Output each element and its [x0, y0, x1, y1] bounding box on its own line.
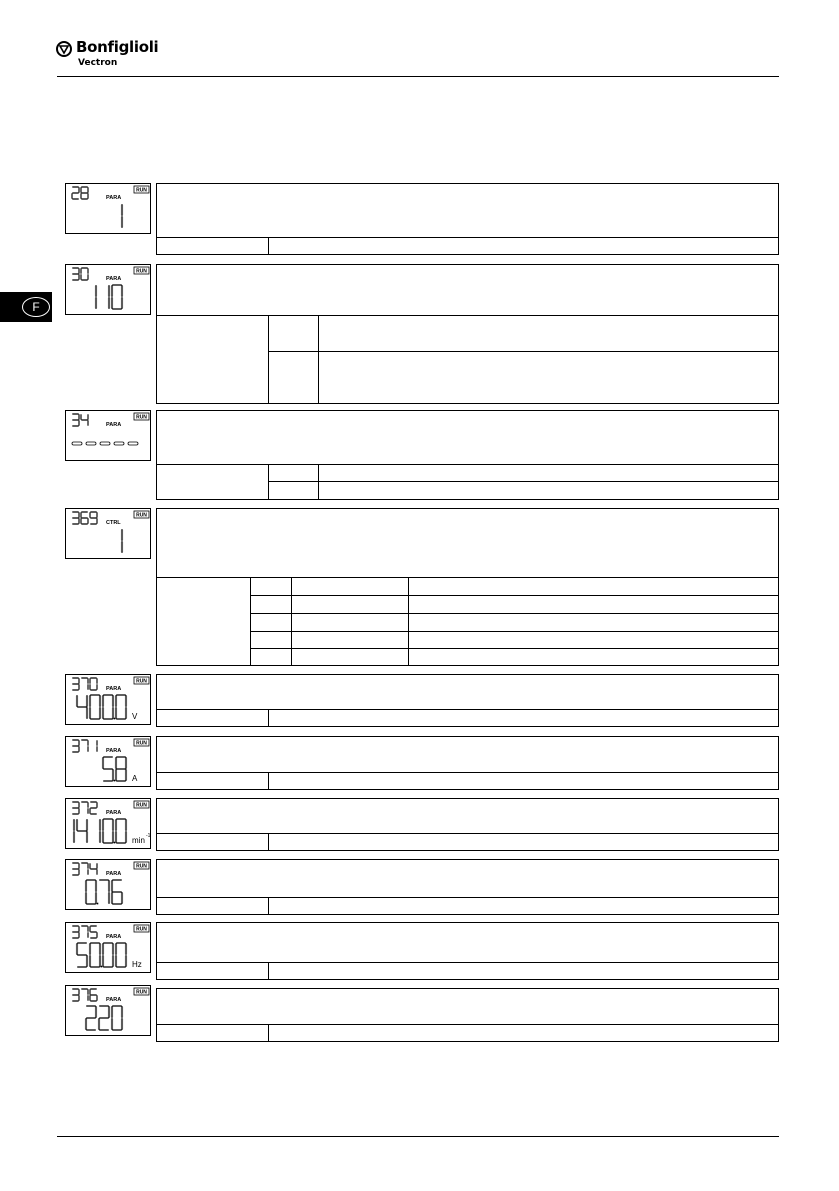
lcd-run-status: RUN [136, 678, 147, 685]
param-option-code-cell [268, 464, 319, 482]
param-range-value-cell [268, 833, 779, 851]
lcd-top-digits [72, 268, 88, 280]
param-range-value-cell [268, 709, 779, 727]
lcd-mode-label: PARA [106, 276, 122, 282]
param-options-label-cell [156, 464, 269, 500]
lcd-main-value [72, 442, 138, 445]
lcd-mode-label: PARA [106, 997, 122, 1003]
lcd-top-digits [72, 926, 97, 938]
lcd-mode-label: PARA [106, 195, 122, 201]
bonfiglioli-logo-icon [56, 41, 72, 57]
param-description-box [156, 736, 779, 773]
lcd-mode-label: PARA [106, 748, 122, 754]
param-range-label-cell [156, 709, 269, 727]
lcd-segments [66, 411, 152, 462]
lcd-top-digits [72, 863, 97, 875]
param-range-label-cell [156, 772, 269, 790]
lcd-main-value [86, 285, 122, 309]
param-description-box [156, 798, 779, 834]
param-description-box [156, 859, 779, 898]
param-option-name-cell [291, 595, 409, 614]
param-option-text-cell [318, 464, 779, 482]
param-option-text-cell [318, 315, 779, 352]
lcd-main-value [86, 1006, 122, 1030]
param-option-name-cell [291, 631, 409, 649]
lcd-mode-label: PARA [106, 871, 122, 877]
language-tab-label: F [22, 297, 50, 317]
param-range-label-cell [156, 897, 269, 915]
param-options-label-cell [156, 315, 269, 404]
lcd-display-10 [65, 985, 151, 1036]
lcd-run-status: RUN [136, 268, 147, 275]
param-description-box [156, 183, 779, 238]
lcd-main-value [112, 204, 122, 228]
lcd-segments [66, 860, 152, 911]
lcd-mode-label: PARA [106, 934, 122, 940]
lcd-main-value [112, 529, 122, 553]
lcd-top-digits [72, 414, 88, 426]
footer-rule [57, 1136, 779, 1137]
param-option-code-cell [250, 577, 292, 596]
lcd-display-8 [65, 859, 151, 910]
lcd-unit: Hz [132, 960, 142, 969]
lcd-run-status: RUN [136, 512, 147, 519]
lcd-top-digits [72, 740, 97, 752]
param-option-code-cell [268, 481, 319, 500]
language-tab [0, 292, 52, 322]
param-option-text-cell [318, 481, 779, 500]
lcd-main-value [103, 757, 126, 781]
lcd-unit-exponent: -1 [146, 833, 151, 839]
param-description-box [156, 988, 779, 1025]
param-description-box [156, 674, 779, 710]
param-range-value-cell [268, 897, 779, 915]
lcd-main-value [77, 695, 126, 719]
param-range-value-cell [268, 237, 779, 255]
lcd-segments [66, 265, 152, 316]
param-range-value-cell [268, 1024, 779, 1042]
lcd-run-status: RUN [136, 187, 147, 194]
param-range-value-cell [268, 772, 779, 790]
lcd-segments [66, 986, 152, 1037]
lcd-display-2 [65, 264, 151, 315]
lcd-main-value [66, 819, 126, 843]
lcd-display-7 [65, 798, 151, 849]
param-description-box [156, 508, 779, 578]
param-range-value-cell [268, 962, 779, 980]
param-description-box [156, 922, 779, 963]
lcd-run-status: RUN [136, 989, 147, 996]
param-option-name-cell [291, 613, 409, 632]
lcd-mode-label: PARA [106, 810, 122, 816]
param-option-text-cell [408, 631, 779, 649]
lcd-run-status: RUN [136, 740, 147, 747]
lcd-segments [66, 737, 152, 788]
lcd-top-digits [72, 802, 97, 814]
param-option-code-cell [250, 631, 292, 649]
lcd-segments [66, 799, 152, 850]
lcd-unit: min [132, 836, 145, 845]
brand-name: Bonfiglioli [76, 38, 159, 56]
param-option-text-cell [318, 351, 779, 404]
lcd-display-9 [65, 922, 151, 973]
param-option-name-cell [291, 577, 409, 596]
param-option-text-cell [408, 648, 779, 666]
param-option-text-cell [408, 577, 779, 596]
lcd-run-status: RUN [136, 926, 147, 933]
param-description-box [156, 410, 779, 465]
lcd-segments [66, 509, 152, 560]
header-rule [57, 76, 779, 77]
param-range-label-cell [156, 962, 269, 980]
lcd-main-value [77, 943, 126, 967]
param-option-code-cell [250, 648, 292, 666]
param-range-label-cell [156, 833, 269, 851]
lcd-top-digits [72, 512, 97, 524]
param-option-code-cell [268, 315, 319, 352]
lcd-display-1 [65, 183, 151, 234]
lcd-run-status: RUN [136, 863, 147, 870]
param-range-label-cell [156, 237, 269, 255]
lcd-top-digits [72, 187, 88, 199]
lcd-unit: A [132, 774, 138, 783]
lcd-display-5 [65, 674, 151, 725]
param-option-code-cell [250, 613, 292, 632]
brand-sub-name: Vectron [78, 58, 118, 68]
lcd-mode-label: CTRL [106, 520, 121, 526]
param-option-name-cell [291, 648, 409, 666]
lcd-segments [66, 923, 152, 974]
lcd-segments [66, 675, 152, 726]
lcd-mode-label: PARA [106, 422, 122, 428]
param-description-box [156, 264, 779, 316]
param-options-label-cell [156, 577, 251, 666]
lcd-segments [66, 184, 152, 235]
lcd-unit: V [132, 712, 138, 721]
lcd-main-value [86, 880, 122, 904]
param-option-text-cell [408, 613, 779, 632]
param-option-code-cell [268, 351, 319, 404]
param-range-label-cell [156, 1024, 269, 1042]
lcd-display-4 [65, 508, 151, 559]
lcd-top-digits [72, 989, 97, 1001]
lcd-mode-label: PARA [106, 686, 122, 692]
lcd-display-3 [65, 410, 151, 461]
param-option-text-cell [408, 595, 779, 614]
lcd-display-6 [65, 736, 151, 787]
lcd-top-digits [72, 678, 97, 690]
lcd-run-status: RUN [136, 802, 147, 809]
param-option-code-cell [250, 595, 292, 614]
lcd-run-status: RUN [136, 414, 147, 421]
